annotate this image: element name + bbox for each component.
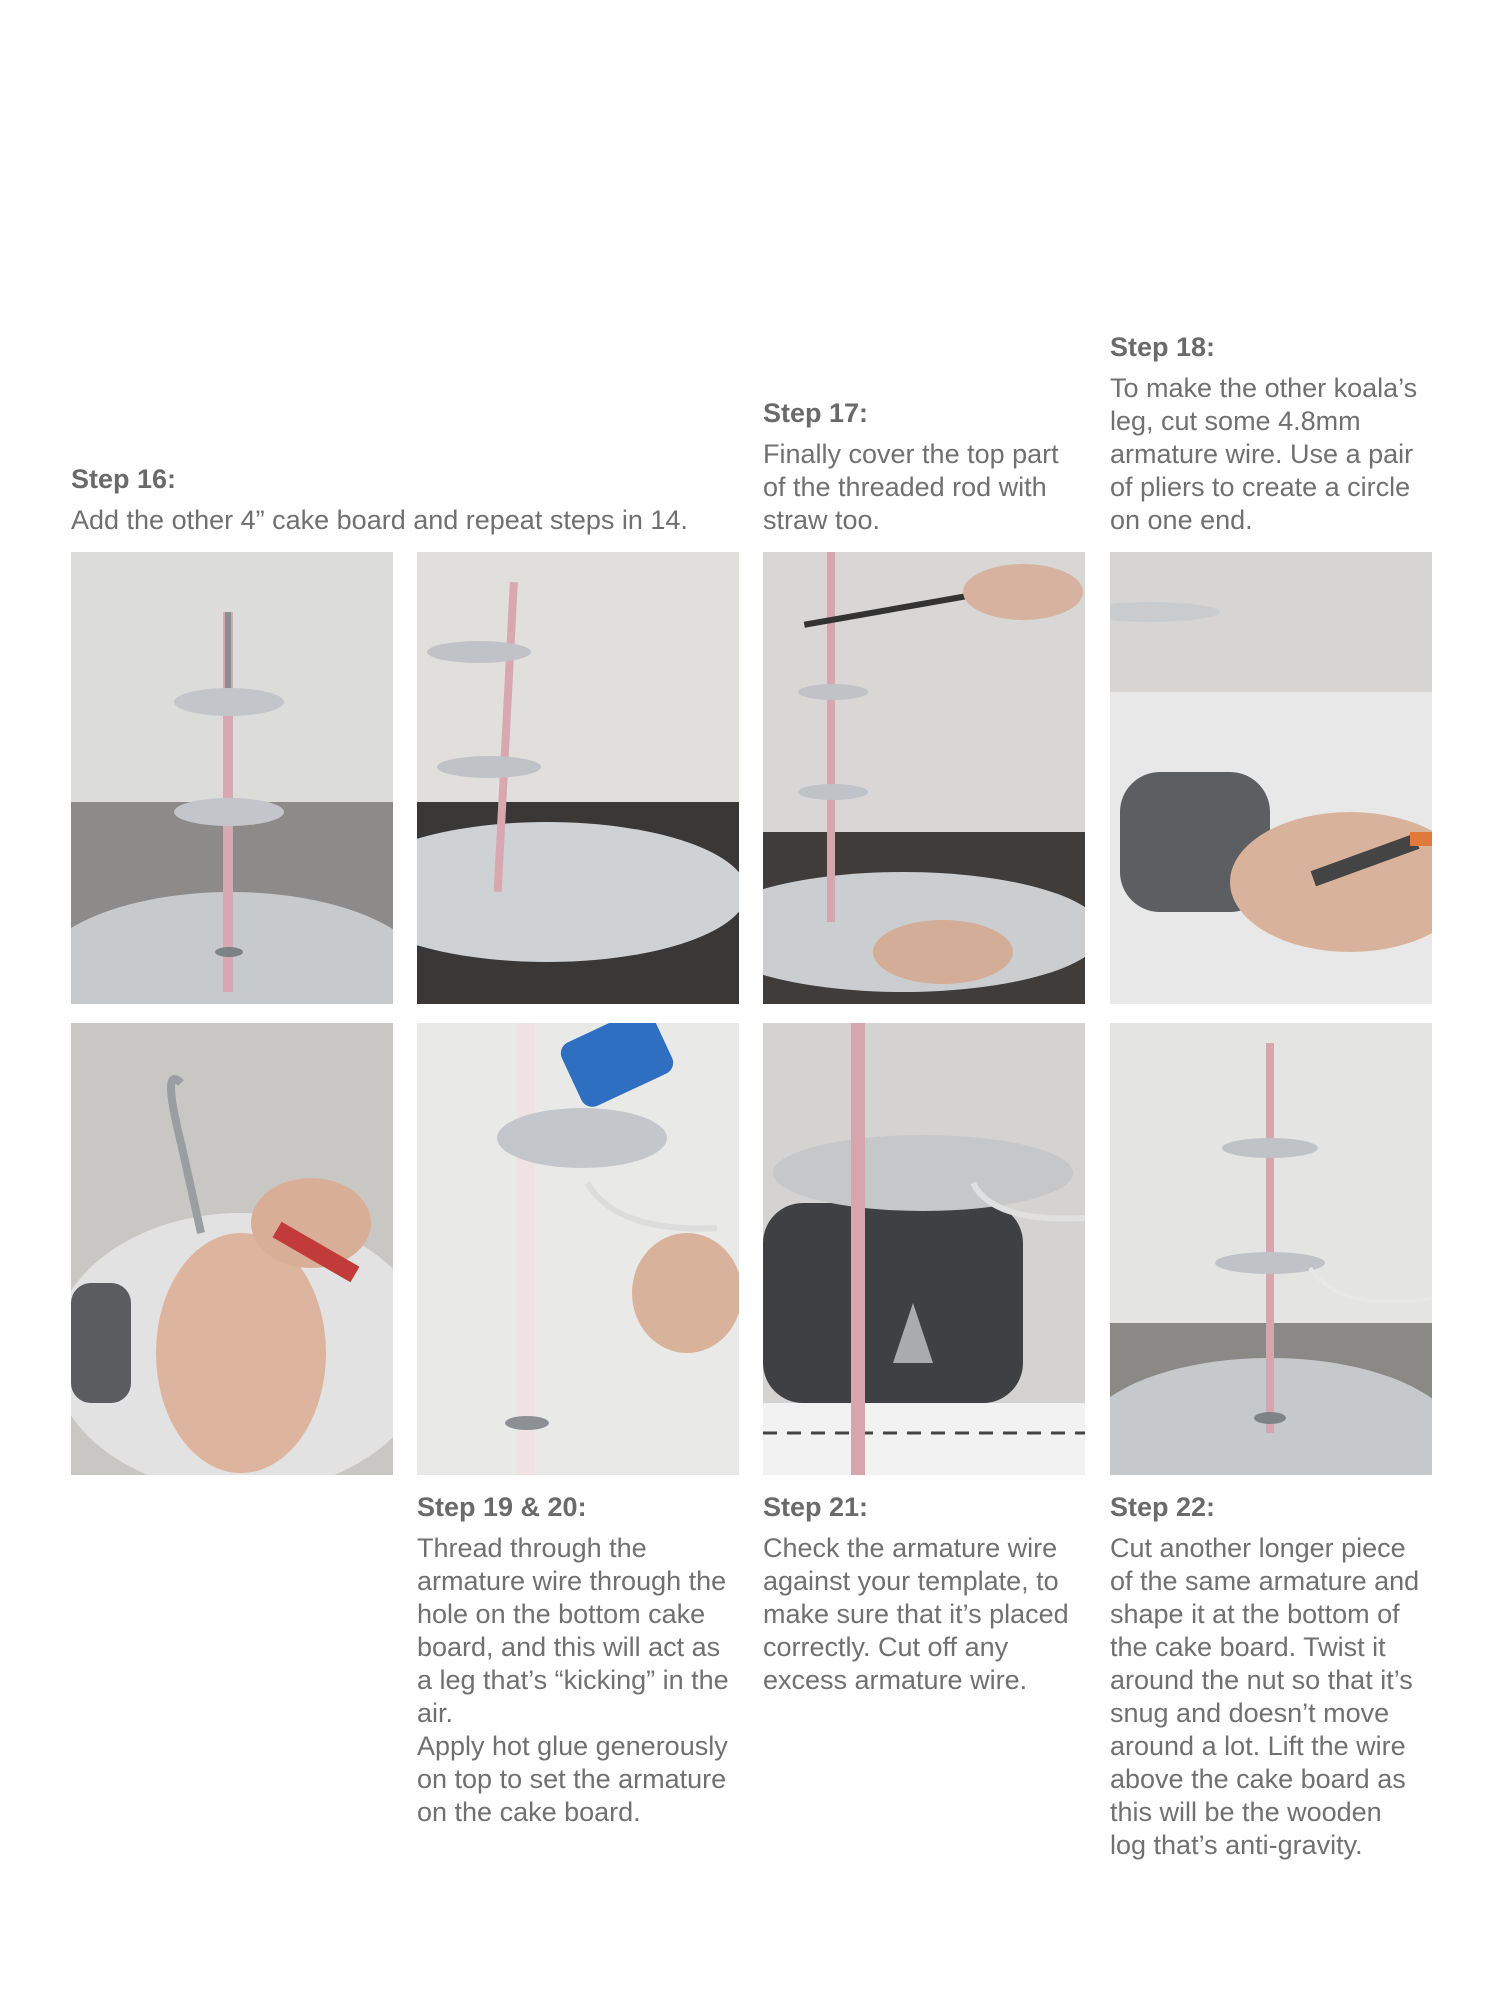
step-17-text: Finally cover the top part of the threaded rod with straw too. bbox=[763, 439, 1059, 535]
step-16-text: Add the other 4” cake board and repeat steps in 14. bbox=[71, 505, 688, 535]
photo-step20 bbox=[417, 1023, 739, 1475]
step-18 bbox=[1110, 330, 1432, 537]
step-19-20 bbox=[417, 1490, 739, 1829]
step-21-title: Step 21: bbox=[763, 1492, 869, 1522]
photo-icon bbox=[763, 552, 1085, 1004]
photo-step21 bbox=[763, 1023, 1085, 1475]
step-22 bbox=[1110, 1490, 1432, 1862]
step-18-title: Step 18: bbox=[1110, 332, 1216, 362]
step-21 bbox=[763, 1490, 1085, 1697]
photo-step18 bbox=[1110, 552, 1432, 1004]
step-21-text: Check the armature wire against your template, to make sure that it’s placed correctly. Cut off any excess armature wire. bbox=[763, 1533, 1069, 1695]
photo-step19 bbox=[71, 1023, 393, 1475]
photo-step16-b bbox=[417, 552, 739, 1004]
step-17-title: Step 17: bbox=[763, 398, 869, 428]
photo-icon bbox=[71, 552, 393, 1004]
step-19-20-text: Thread through the armature wire through the hole on the bottom cake board, and this will act as a leg that’s “kicking” in the air. Apply hot glue generously on top to set the armature on the cake board. bbox=[417, 1533, 729, 1827]
photo-step16-a bbox=[71, 552, 393, 1004]
step-17 bbox=[763, 396, 1085, 537]
photo-step22 bbox=[1110, 1023, 1432, 1475]
photo-icon bbox=[1110, 552, 1432, 1004]
photo-icon bbox=[71, 1023, 393, 1475]
photo-icon bbox=[417, 552, 739, 1004]
photo-icon bbox=[417, 1023, 739, 1475]
photo-step17 bbox=[763, 552, 1085, 1004]
photo-icon bbox=[1110, 1023, 1432, 1475]
step-16-title: Step 16: bbox=[71, 464, 177, 494]
step-22-text: Cut another longer piece of the same armature and shape it at the bottom of the cake board. Twist it around the nut so that it’s snug and doesn’t move around a lot. Lift the wire above the cake board as this will be the wooden log that’s anti-gravity. bbox=[1110, 1533, 1420, 1860]
photo-icon bbox=[763, 1023, 1085, 1475]
step-18-text: To make the other koala’s leg, cut some 4.8mm armature wire. Use a pair of pliers to create a circle on one end. bbox=[1110, 373, 1418, 535]
step-19-20-title: Step 19 & 20: bbox=[417, 1492, 587, 1522]
step-22-title: Step 22: bbox=[1110, 1492, 1216, 1522]
step-16 bbox=[71, 462, 751, 537]
